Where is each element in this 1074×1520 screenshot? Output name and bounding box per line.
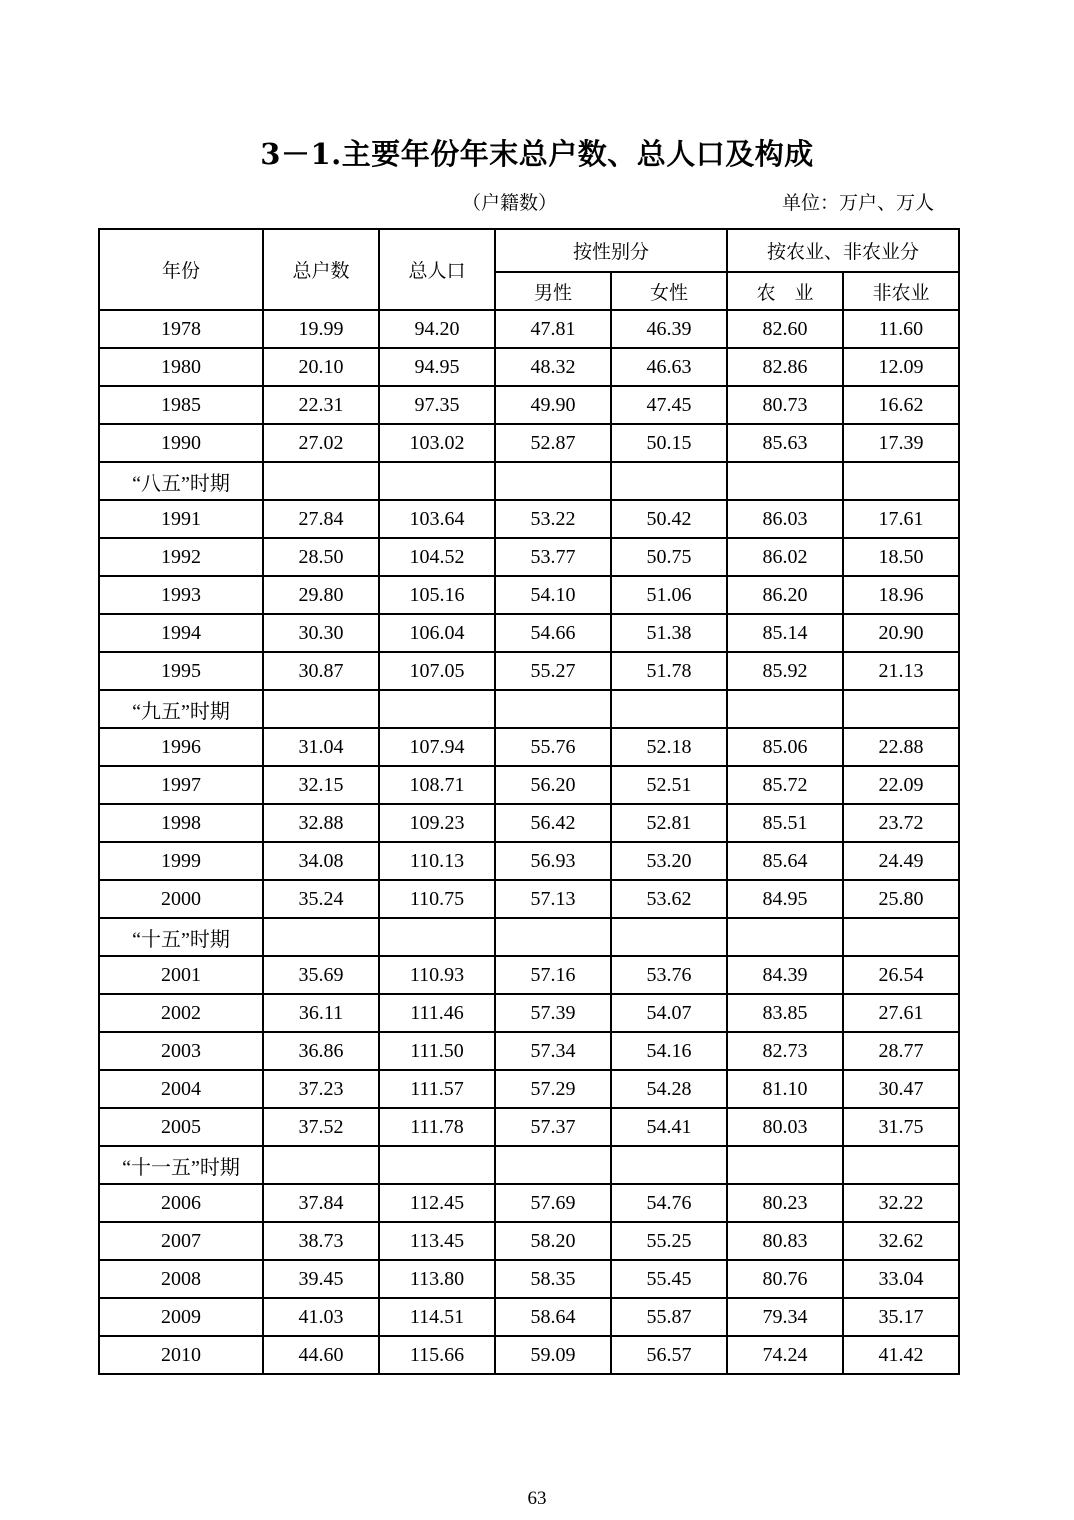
value-cell: 18.50 — [843, 538, 959, 576]
empty-cell — [611, 462, 727, 500]
value-cell: 85.92 — [727, 652, 843, 690]
value-cell: 37.52 — [263, 1108, 379, 1146]
value-cell: 115.66 — [379, 1336, 495, 1374]
year-cell: 2009 — [99, 1298, 263, 1336]
value-cell: 56.57 — [611, 1336, 727, 1374]
year-cell: 1992 — [99, 538, 263, 576]
value-cell: 51.06 — [611, 576, 727, 614]
value-cell: 53.22 — [495, 500, 611, 538]
empty-cell — [379, 690, 495, 728]
table-row — [99, 728, 959, 766]
value-cell: 27.84 — [263, 500, 379, 538]
value-cell: 106.04 — [379, 614, 495, 652]
value-cell: 55.87 — [611, 1298, 727, 1336]
value-cell: 37.23 — [263, 1070, 379, 1108]
value-cell: 55.45 — [611, 1260, 727, 1298]
empty-cell — [495, 1146, 611, 1184]
value-cell: 56.93 — [495, 842, 611, 880]
value-cell: 80.76 — [727, 1260, 843, 1298]
value-cell: 113.80 — [379, 1260, 495, 1298]
value-cell: 23.72 — [843, 804, 959, 842]
value-cell: 86.03 — [727, 500, 843, 538]
table-header — [99, 229, 959, 310]
table-row — [99, 956, 959, 994]
period-row — [99, 462, 959, 500]
value-cell: 105.16 — [379, 576, 495, 614]
table-row — [99, 804, 959, 842]
period-label: “十一五”时期 — [99, 1146, 263, 1184]
value-cell: 104.52 — [379, 538, 495, 576]
value-cell: 56.20 — [495, 766, 611, 804]
data-source-note: （户籍数） — [462, 192, 558, 214]
value-cell: 53.76 — [611, 956, 727, 994]
value-cell: 80.03 — [727, 1108, 843, 1146]
year-cell: 1998 — [99, 804, 263, 842]
value-cell: 103.02 — [379, 424, 495, 462]
header-by-agri: 按农业、非农业分 — [727, 229, 959, 272]
value-cell: 85.63 — [727, 424, 843, 462]
empty-cell — [263, 462, 379, 500]
value-cell: 58.35 — [495, 1260, 611, 1298]
table-row — [99, 652, 959, 690]
value-cell: 113.45 — [379, 1222, 495, 1260]
value-cell: 111.78 — [379, 1108, 495, 1146]
value-cell: 50.75 — [611, 538, 727, 576]
empty-cell — [379, 462, 495, 500]
value-cell: 54.41 — [611, 1108, 727, 1146]
empty-cell — [727, 918, 843, 956]
value-cell: 94.95 — [379, 348, 495, 386]
empty-cell — [611, 690, 727, 728]
value-cell: 57.37 — [495, 1108, 611, 1146]
year-cell: 2001 — [99, 956, 263, 994]
value-cell: 36.86 — [263, 1032, 379, 1070]
empty-cell — [727, 1146, 843, 1184]
year-cell: 1978 — [99, 310, 263, 348]
value-cell: 57.13 — [495, 880, 611, 918]
year-cell: 1997 — [99, 766, 263, 804]
value-cell: 52.81 — [611, 804, 727, 842]
value-cell: 54.16 — [611, 1032, 727, 1070]
value-cell: 28.77 — [843, 1032, 959, 1070]
value-cell: 82.73 — [727, 1032, 843, 1070]
empty-cell — [495, 462, 611, 500]
value-cell: 46.63 — [611, 348, 727, 386]
value-cell: 52.87 — [495, 424, 611, 462]
value-cell: 80.23 — [727, 1184, 843, 1222]
value-cell: 47.45 — [611, 386, 727, 424]
value-cell: 114.51 — [379, 1298, 495, 1336]
value-cell: 32.22 — [843, 1184, 959, 1222]
value-cell: 34.08 — [263, 842, 379, 880]
value-cell: 80.83 — [727, 1222, 843, 1260]
value-cell: 58.64 — [495, 1298, 611, 1336]
table-row — [99, 424, 959, 462]
value-cell: 17.61 — [843, 500, 959, 538]
value-cell: 37.84 — [263, 1184, 379, 1222]
value-cell: 97.35 — [379, 386, 495, 424]
value-cell: 18.96 — [843, 576, 959, 614]
value-cell: 51.78 — [611, 652, 727, 690]
year-cell: 1991 — [99, 500, 263, 538]
value-cell: 74.24 — [727, 1336, 843, 1374]
value-cell: 12.09 — [843, 348, 959, 386]
value-cell: 31.75 — [843, 1108, 959, 1146]
year-cell: 2002 — [99, 994, 263, 1032]
value-cell: 50.42 — [611, 500, 727, 538]
value-cell: 49.90 — [495, 386, 611, 424]
table-body — [99, 310, 959, 1374]
value-cell: 22.31 — [263, 386, 379, 424]
value-cell: 112.45 — [379, 1184, 495, 1222]
value-cell: 107.05 — [379, 652, 495, 690]
year-cell: 2008 — [99, 1260, 263, 1298]
page-title: 3－1.主要年份年末总户数、总人口及构成 — [260, 137, 814, 171]
value-cell: 24.49 — [843, 842, 959, 880]
value-cell: 44.60 — [263, 1336, 379, 1374]
value-cell: 27.02 — [263, 424, 379, 462]
year-cell: 2003 — [99, 1032, 263, 1070]
empty-cell — [611, 1146, 727, 1184]
value-cell: 56.42 — [495, 804, 611, 842]
value-cell: 29.80 — [263, 576, 379, 614]
table-row — [99, 348, 959, 386]
value-cell: 26.54 — [843, 956, 959, 994]
year-cell: 1985 — [99, 386, 263, 424]
table-row — [99, 1184, 959, 1222]
value-cell: 86.20 — [727, 576, 843, 614]
empty-cell — [843, 462, 959, 500]
value-cell: 85.14 — [727, 614, 843, 652]
period-label: “九五”时期 — [99, 690, 263, 728]
value-cell: 30.30 — [263, 614, 379, 652]
value-cell: 54.07 — [611, 994, 727, 1032]
value-cell: 36.11 — [263, 994, 379, 1032]
header-population: 总人口 — [379, 229, 495, 310]
value-cell: 27.61 — [843, 994, 959, 1032]
value-cell: 85.72 — [727, 766, 843, 804]
empty-cell — [611, 918, 727, 956]
table-row — [99, 538, 959, 576]
period-label: “十五”时期 — [99, 918, 263, 956]
value-cell: 48.32 — [495, 348, 611, 386]
value-cell: 55.76 — [495, 728, 611, 766]
year-cell: 1993 — [99, 576, 263, 614]
value-cell: 53.20 — [611, 842, 727, 880]
header-year: 年份 — [99, 229, 263, 310]
value-cell: 54.66 — [495, 614, 611, 652]
value-cell: 28.50 — [263, 538, 379, 576]
table-row — [99, 310, 959, 348]
table-row — [99, 1032, 959, 1070]
value-cell: 59.09 — [495, 1336, 611, 1374]
value-cell: 25.80 — [843, 880, 959, 918]
empty-cell — [843, 1146, 959, 1184]
table-row — [99, 614, 959, 652]
table-row — [99, 1070, 959, 1108]
period-row — [99, 1146, 959, 1184]
value-cell: 111.57 — [379, 1070, 495, 1108]
value-cell: 58.20 — [495, 1222, 611, 1260]
value-cell: 30.47 — [843, 1070, 959, 1108]
year-cell: 2006 — [99, 1184, 263, 1222]
value-cell: 53.77 — [495, 538, 611, 576]
value-cell: 47.81 — [495, 310, 611, 348]
year-cell: 1999 — [99, 842, 263, 880]
value-cell: 108.71 — [379, 766, 495, 804]
period-label: “八五”时期 — [99, 462, 263, 500]
header-male: 男性 — [495, 272, 611, 310]
empty-cell — [495, 690, 611, 728]
value-cell: 35.69 — [263, 956, 379, 994]
value-cell: 107.94 — [379, 728, 495, 766]
value-cell: 85.06 — [727, 728, 843, 766]
table-row — [99, 880, 959, 918]
empty-cell — [727, 462, 843, 500]
value-cell: 21.13 — [843, 652, 959, 690]
value-cell: 111.50 — [379, 1032, 495, 1070]
value-cell: 82.86 — [727, 348, 843, 386]
value-cell: 85.51 — [727, 804, 843, 842]
empty-cell — [495, 918, 611, 956]
value-cell: 110.93 — [379, 956, 495, 994]
unit-label: 单位：万户、万人 — [781, 192, 934, 214]
table-row — [99, 842, 959, 880]
year-cell: 2004 — [99, 1070, 263, 1108]
empty-cell — [263, 1146, 379, 1184]
empty-cell — [263, 918, 379, 956]
table-row — [99, 994, 959, 1032]
header-nonagri: 非农业 — [843, 272, 959, 310]
table-row — [99, 766, 959, 804]
table-row — [99, 1260, 959, 1298]
value-cell: 38.73 — [263, 1222, 379, 1260]
period-row — [99, 918, 959, 956]
value-cell: 94.20 — [379, 310, 495, 348]
table-row — [99, 576, 959, 614]
value-cell: 20.10 — [263, 348, 379, 386]
empty-cell — [727, 690, 843, 728]
value-cell: 55.27 — [495, 652, 611, 690]
value-cell: 57.29 — [495, 1070, 611, 1108]
value-cell: 35.17 — [843, 1298, 959, 1336]
value-cell: 111.46 — [379, 994, 495, 1032]
value-cell: 32.88 — [263, 804, 379, 842]
population-table — [98, 228, 960, 1375]
empty-cell — [843, 918, 959, 956]
value-cell: 85.64 — [727, 842, 843, 880]
year-cell: 1980 — [99, 348, 263, 386]
value-cell: 57.34 — [495, 1032, 611, 1070]
value-cell: 33.04 — [843, 1260, 959, 1298]
year-cell: 1996 — [99, 728, 263, 766]
value-cell: 32.15 — [263, 766, 379, 804]
header-by-sex: 按性别分 — [495, 229, 727, 272]
value-cell: 41.03 — [263, 1298, 379, 1336]
year-cell: 2000 — [99, 880, 263, 918]
value-cell: 19.99 — [263, 310, 379, 348]
empty-cell — [843, 690, 959, 728]
value-cell: 57.69 — [495, 1184, 611, 1222]
table-row — [99, 500, 959, 538]
value-cell: 52.51 — [611, 766, 727, 804]
header-female: 女性 — [611, 272, 727, 310]
empty-cell — [263, 690, 379, 728]
empty-cell — [379, 1146, 495, 1184]
empty-cell — [379, 918, 495, 956]
table-row — [99, 1298, 959, 1336]
value-cell: 81.10 — [727, 1070, 843, 1108]
value-cell: 54.76 — [611, 1184, 727, 1222]
value-cell: 17.39 — [843, 424, 959, 462]
value-cell: 46.39 — [611, 310, 727, 348]
value-cell: 110.13 — [379, 842, 495, 880]
value-cell: 79.34 — [727, 1298, 843, 1336]
value-cell: 103.64 — [379, 500, 495, 538]
value-cell: 57.16 — [495, 956, 611, 994]
header-households: 总户数 — [263, 229, 379, 310]
value-cell: 54.28 — [611, 1070, 727, 1108]
value-cell: 84.39 — [727, 956, 843, 994]
value-cell: 16.62 — [843, 386, 959, 424]
table-row — [99, 1336, 959, 1374]
year-cell: 1994 — [99, 614, 263, 652]
value-cell: 52.18 — [611, 728, 727, 766]
value-cell: 57.39 — [495, 994, 611, 1032]
value-cell: 11.60 — [843, 310, 959, 348]
table-row — [99, 386, 959, 424]
value-cell: 84.95 — [727, 880, 843, 918]
value-cell: 35.24 — [263, 880, 379, 918]
value-cell: 80.73 — [727, 386, 843, 424]
year-cell: 1995 — [99, 652, 263, 690]
year-cell: 2010 — [99, 1336, 263, 1374]
value-cell: 30.87 — [263, 652, 379, 690]
value-cell: 51.38 — [611, 614, 727, 652]
header-agri: 农 业 — [727, 272, 843, 310]
year-cell: 2007 — [99, 1222, 263, 1260]
period-row — [99, 690, 959, 728]
value-cell: 54.10 — [495, 576, 611, 614]
value-cell: 31.04 — [263, 728, 379, 766]
value-cell: 82.60 — [727, 310, 843, 348]
year-cell: 2005 — [99, 1108, 263, 1146]
value-cell: 22.88 — [843, 728, 959, 766]
value-cell: 20.90 — [843, 614, 959, 652]
value-cell: 55.25 — [611, 1222, 727, 1260]
value-cell: 86.02 — [727, 538, 843, 576]
value-cell: 22.09 — [843, 766, 959, 804]
value-cell: 53.62 — [611, 880, 727, 918]
page-number: 63 — [527, 1488, 547, 1509]
value-cell: 39.45 — [263, 1260, 379, 1298]
table-row — [99, 1222, 959, 1260]
value-cell: 32.62 — [843, 1222, 959, 1260]
value-cell: 50.15 — [611, 424, 727, 462]
value-cell: 41.42 — [843, 1336, 959, 1374]
value-cell: 83.85 — [727, 994, 843, 1032]
year-cell: 1990 — [99, 424, 263, 462]
value-cell: 109.23 — [379, 804, 495, 842]
table-row — [99, 1108, 959, 1146]
value-cell: 110.75 — [379, 880, 495, 918]
